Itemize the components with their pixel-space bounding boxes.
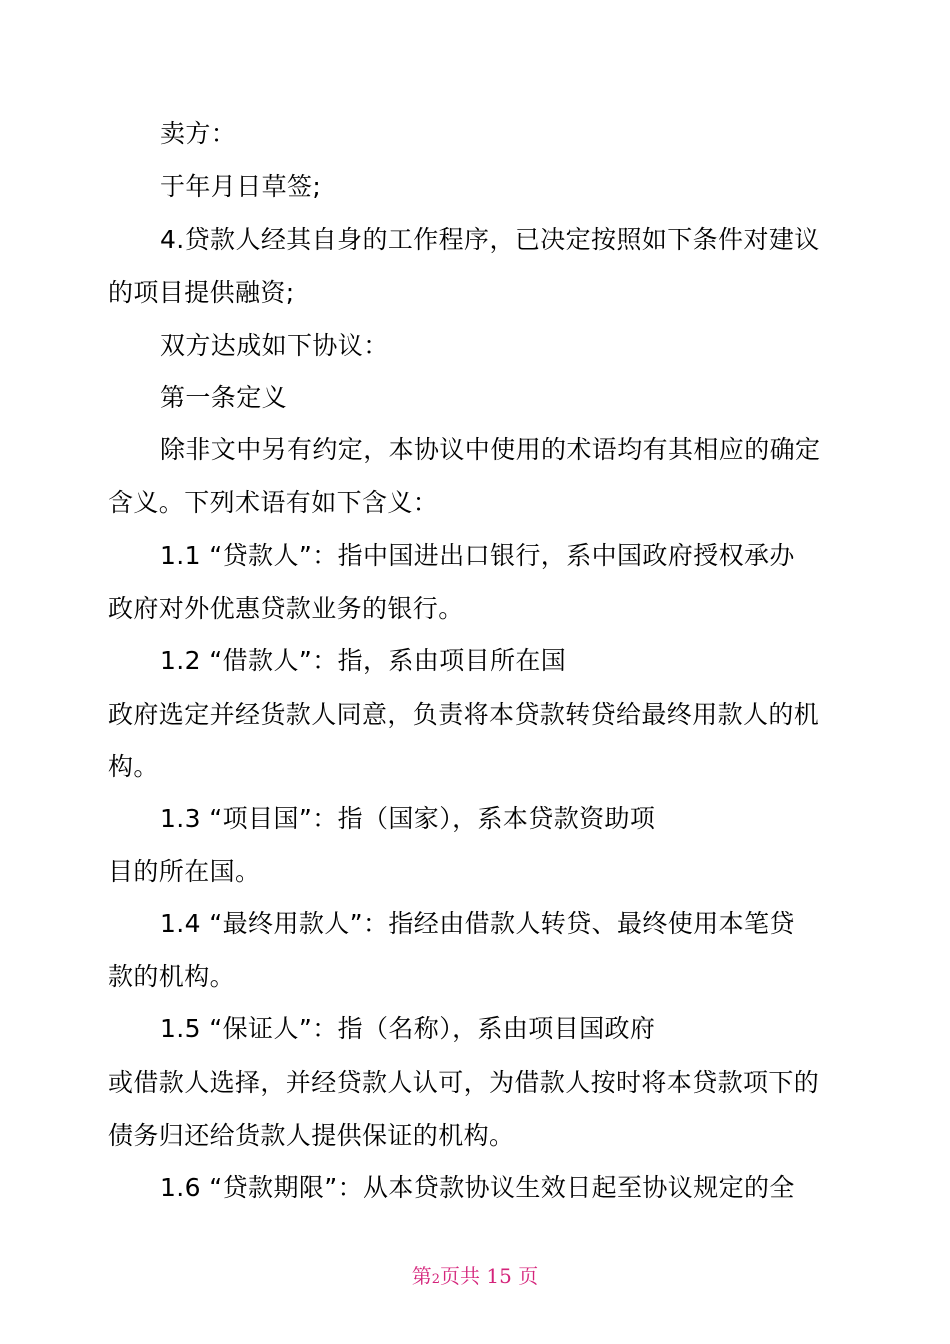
footer-total-pages: 15 bbox=[486, 1264, 512, 1288]
text-line: 双方达成如下协议： bbox=[160, 331, 389, 360]
footer-prefix: 第 bbox=[411, 1264, 432, 1288]
footer-suffix: 页 bbox=[518, 1264, 539, 1288]
text-line: 款的机构。 bbox=[108, 962, 236, 991]
text-line: 卖方： bbox=[160, 119, 237, 148]
text-line: 债务归还给货款人提供保证的机构。 bbox=[108, 1121, 515, 1150]
page-footer bbox=[0, 1260, 950, 1289]
text-line: 的项目提供融资; bbox=[108, 278, 295, 307]
text-line: 目的所在国。 bbox=[108, 857, 261, 886]
definition-item: 1.2 “借款人”：指，系由项目所在国 bbox=[160, 646, 567, 675]
definition-item: 1.4 “最终用款人”：指经由借款人转贷、最终使用本笔贷 bbox=[160, 909, 795, 938]
text-line: 政府对外优惠贷款业务的银行。 bbox=[108, 594, 464, 623]
text-line: 构。 bbox=[108, 752, 159, 781]
definition-item: 1.5 “保证人”：指（名称），系由项目国政府 bbox=[160, 1014, 656, 1043]
footer-page-number: 2 bbox=[431, 1272, 441, 1287]
text-line: 政府选定并经货款人同意，负责将本贷款转贷给最终用款人的机 bbox=[108, 700, 820, 729]
footer-middle: 页共 bbox=[440, 1264, 481, 1288]
section-heading: 第一条定义 bbox=[160, 383, 288, 412]
text-line: 含义。下列术语有如下含义： bbox=[108, 488, 439, 517]
definition-item: 1.3 “项目国”：指（国家），系本贷款资助项 bbox=[160, 804, 656, 833]
text-line: 或借款人选择，并经贷款人认可，为借款人按时将本贷款项下的 bbox=[108, 1068, 820, 1097]
definition-item: 1.1 “贷款人”：指中国进出口银行，系中国政府授权承办 bbox=[160, 541, 795, 570]
text-line: 于年月日草签; bbox=[160, 172, 322, 201]
text-line: 4.贷款人经其自身的工作程序，已决定按照如下条件对建议 bbox=[160, 225, 820, 254]
text-line: 除非文中另有约定，本协议中使用的术语均有其相应的确定 bbox=[160, 435, 821, 464]
definition-item: 1.6 “贷款期限”：从本贷款协议生效日起至协议规定的全 bbox=[160, 1173, 795, 1202]
